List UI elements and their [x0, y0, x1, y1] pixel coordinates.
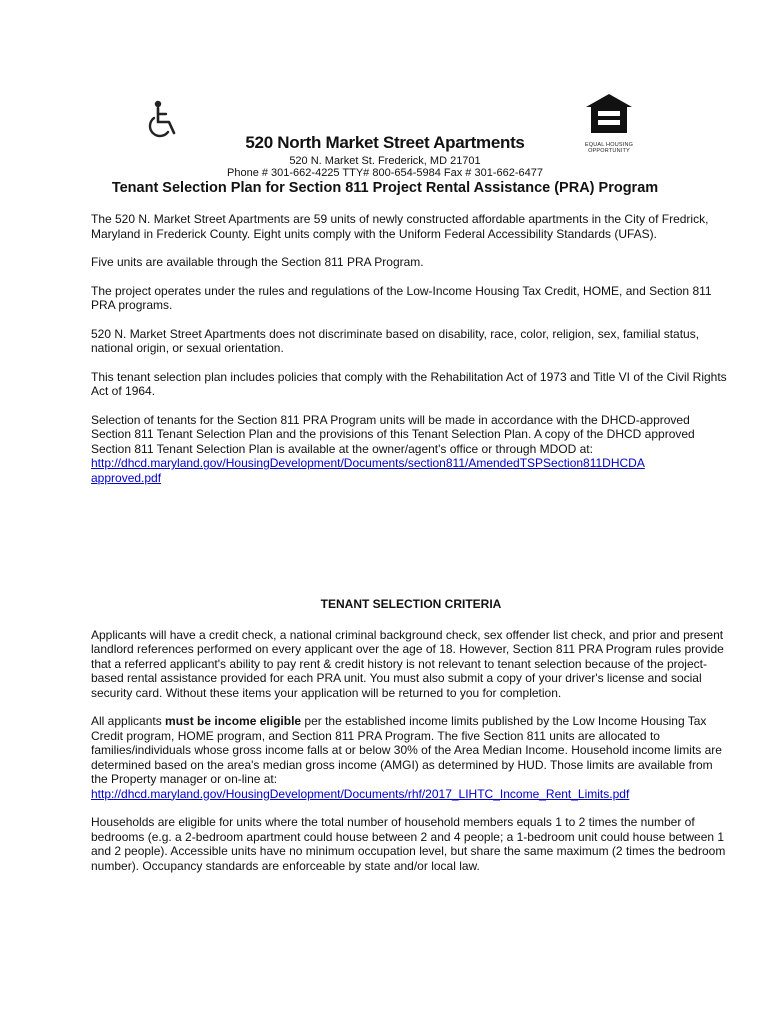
address-line: 520 N. Market St. Frederick, MD 21701 [289, 155, 481, 167]
house-equal-icon [583, 93, 635, 137]
phone-line: Phone # 301-662-4225 TTY# 800-654-5984 Fax # 301-662-6477 [227, 167, 543, 179]
intro-section [91, 212, 731, 485]
criteria-paragraph-3: Households are eligible for units where the total number of household members equals 1 to 2 times the number of bedrooms (e.g. a 2-bedroom apartment could house between 2 and 4 people; a 1-bedroom unit could house between 1 and 2 people). Accessible units have no minimum occupation level, but share the same maximum (2 times the bedroom number). Occupancy standards are enforceable by state and/or local law. [91, 815, 726, 873]
tsp-link[interactable] [91, 456, 731, 485]
income-text-after: per the established income limits published by the Low Income Housing Tax Credit program, HOME program, and Section 811 PRA Program. The five Section 811 units are allocated to families/individuals whose gross income falls at or below 30% of the Area Median Income. Household income limits are determined based on the area's median gross income (AMGI) as determined by HUD. Those limits are available from the Property manager or on-line at: [91, 714, 722, 786]
eho-caption-line1: EQUAL HOUSING [584, 142, 634, 148]
eho-caption-line2: OPPORTUNITY [588, 148, 630, 154]
criteria-heading: TENANT SELECTION CRITERIA [320, 597, 502, 611]
intro-paragraph-6: Selection of tenants for the Section 811 PRA Program units will be made in accordance with the DHCD-approved Section 811 Tenant Selection Plan and the provisions of this Tenant Selection Plan. A copy of the DHCD approved Section 811 Tenant Selection Plan is available at the owner/agent's office or through MDOD at: [91, 412, 695, 456]
income-eligible-emphasis: must be income eligible [165, 714, 302, 728]
criteria-section [91, 597, 731, 887]
document-subtitle: Tenant Selection Plan for Section 811 Project Rental Assistance (PRA) Program [111, 180, 659, 196]
intro-paragraph-5: This tenant selection plan includes policies that comply with the Rehabilitation Act of 1973 and Title VI of the Civil Rights Act of 1964. [91, 369, 727, 398]
income-limits-link[interactable]: http://dhcd.maryland.gov/HousingDevelopment/Documents/rhf/2017_LIHTC_Income_Rent_Limits.pdf [91, 786, 630, 801]
intro-paragraph-1: The 520 N. Market Street Apartments are 59 units of newly constructed affordable apartments in the City of Fredrick, Maryland in Frederick County. Eight units comply with the Uniform Federal Accessibility Standards (UFAS). [91, 212, 709, 241]
intro-paragraph-2: Five units are available through the Section 811 PRA Program. [91, 255, 424, 269]
criteria-paragraph-1: Applicants will have a credit check, a national criminal background check, sex offender list check, and prior and present landlord references performed on every applicant over the age of 18. However, Section 811 PRA Program rules provide that a referred applicant's ability to pay rent & credit history is not relevant to tenant selection because of the project-based rental assistance provided for each PRA unit. You must also submit a copy of your driver's license and social security card. Without these items your application will be returned to you for completion. [91, 627, 724, 700]
criteria-paragraph-2 [91, 714, 731, 787]
income-text-before: All applicants [91, 714, 166, 728]
tsp-link-line1[interactable]: http://dhcd.maryland.gov/HousingDevelopment/Documents/section811/AmendedTSPSection811DHCDA [91, 456, 645, 470]
intro-paragraph-3: The project operates under the rules and regulations of the Low-Income Housing Tax Credit, HOME, and Section 811 PRA programs. [91, 283, 712, 312]
page-title: 520 North Market Street Apartments [245, 133, 525, 152]
tsp-link-line2[interactable]: approved.pdf [91, 470, 162, 485]
intro-paragraph-4: 520 N. Market Street Apartments does not discriminate based on disability, race, color, religion, sex, familial status, national origin, or sexual orientation. [91, 326, 700, 355]
